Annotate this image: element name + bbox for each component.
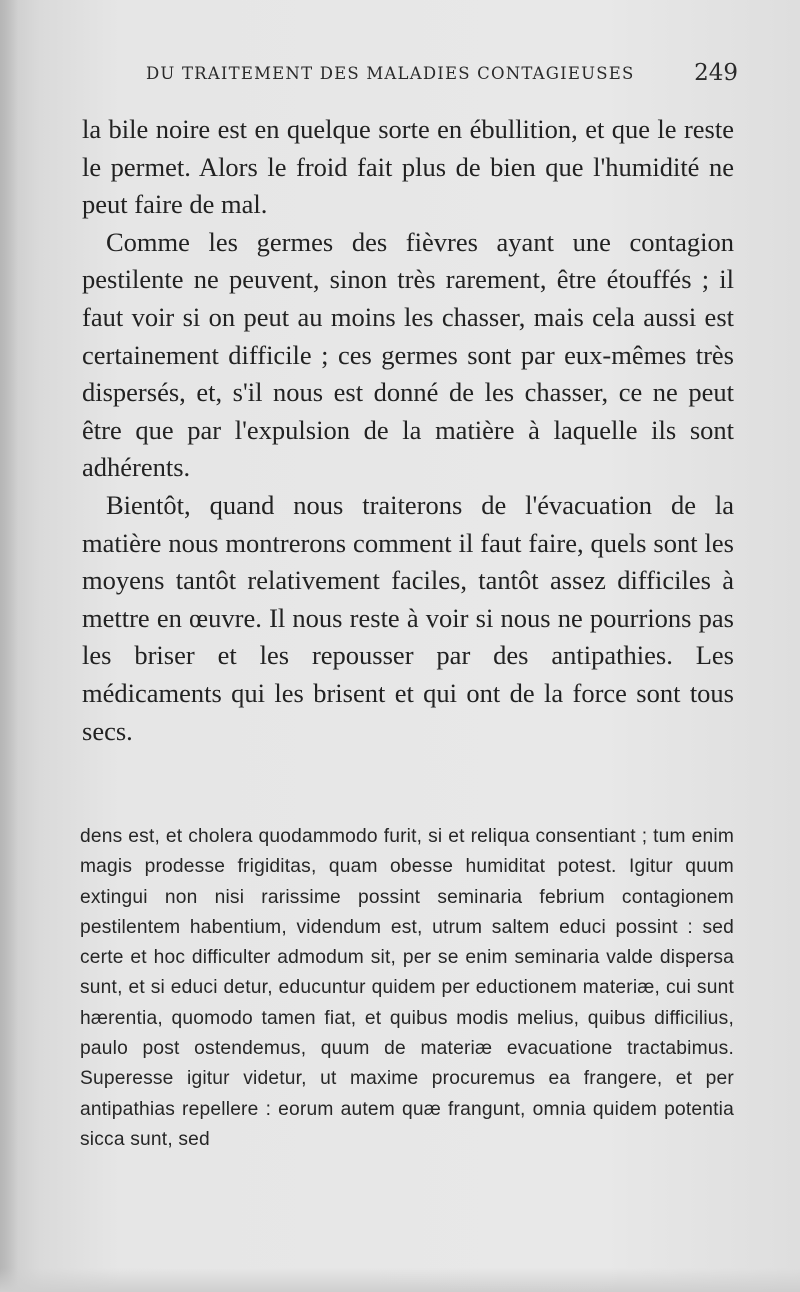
page-header — [146, 60, 738, 90]
page-bottom-edge — [0, 1268, 800, 1292]
main-text — [82, 111, 734, 750]
running-head: DU TRAITEMENT DES MALADIES CONTAGIEUSES — [146, 64, 635, 83]
paragraph: Comme les germes des fièvres ayant une contagion pestilente ne peuvent, sinon très rarement, être étouffés ; il faut voir si on peut au moins les chasser, mais cela aussi est certainement difficile ; ces germes sont par eux-mêmes très dispersés, et, s'il nous est donné de les chasser, ce ne peut être que par l'expulsion de la matière à laquelle ils sont adhérents. — [82, 226, 734, 483]
paragraph: la bile noire est en quelque sorte en ébullition, et que le reste le permet. Alors le froid fait plus de bien que l'humidité ne peut faire de mal. — [82, 114, 734, 220]
latin-footnote — [80, 822, 734, 1155]
page-number: 249 — [694, 60, 738, 86]
footnote-paragraph: dens est, et cholera quodammodo furit, si et reliqua consentiant ; tum enim magis prodesse frigiditas, quam obesse humiditat potest. Igitur quum extingui non nisi rarissime possint seminaria febrium contagionem pestilentem habentium, videndum est, utrum saltem educi possint : sed certe et hoc difficulter admodum sit, per se enim seminaria valde dispersa sunt, et si educi detur, educuntur quidem per eductionem materiæ, cui sunt hærentia, quomodo tamen fiat, et quibus modis melius, quibus difficilius, paulo post ostendemus, quum de materiæ evacuatione tractabimus. Superesse igitur videtur, ut maxime procuremus ea frangere, et per antipathias repellere : eorum autem quæ frangunt, omnia quidem potentia sicca sunt, sed — [80, 826, 734, 1150]
paragraph: Bientôt, quand nous traiterons de l'évacuation de la matière nous montrerons comment il faut faire, quels sont les moyens tantôt relativement faciles, tantôt assez difficiles à mettre en œuvre. Il nous reste à voir si nous ne pourrions pas les briser et les repousser par des antipathies. Les médicaments qui les brisent et qui ont de la force sont tous secs. — [82, 489, 734, 746]
page-gutter-shadow — [0, 0, 18, 1292]
